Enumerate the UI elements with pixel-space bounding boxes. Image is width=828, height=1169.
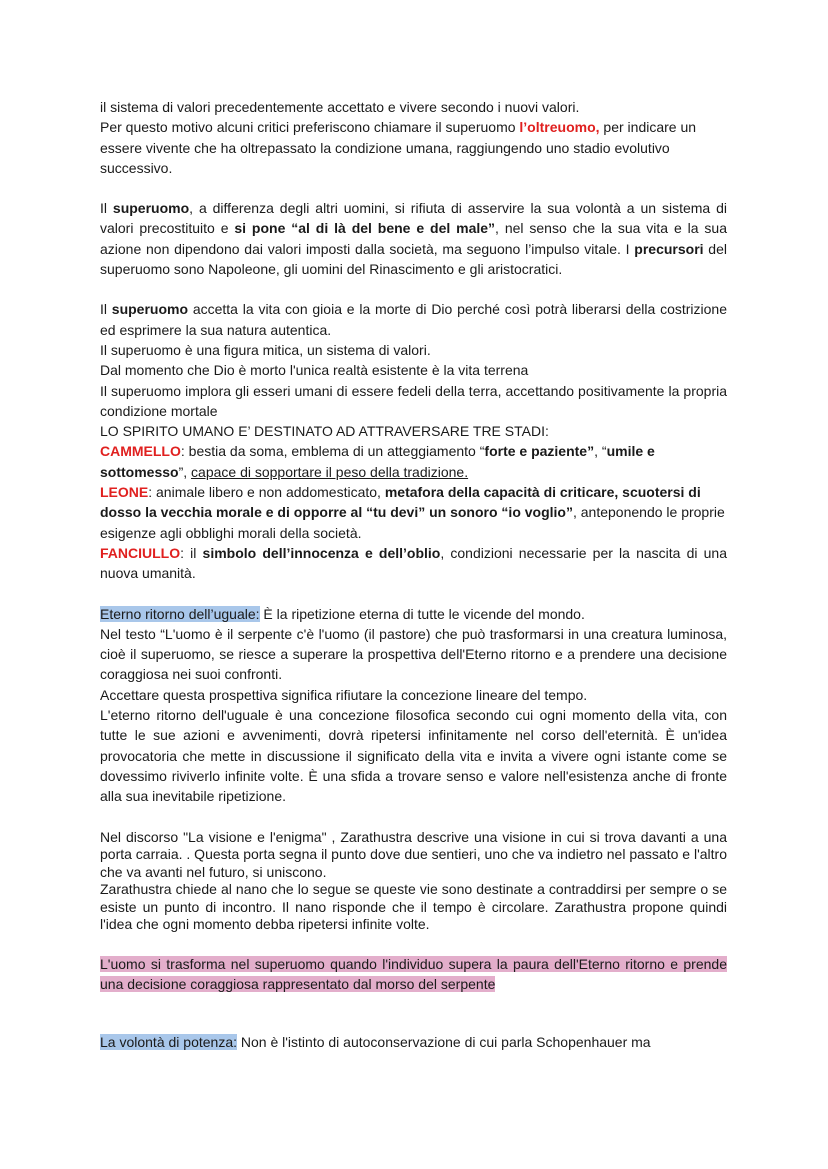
paragraph-visione-enigma: Nel discorso "La visione e l'enigma" , Zarathustra descrive una visione in cui si trova davanti a una porta carraia. . Questa porta segna il punto dove due sentieri, uno che va indietro nel passato e l'altro che va avanti nel futuro, si uniscono. — [100, 828, 727, 880]
highlight-conclusione: L'uomo si trasforma nel superuomo quando l'individuo supera la paura dell'Eterno ritorno e prende una decisione coraggiosa rappresentato dal morso del serpente — [100, 955, 727, 992]
document-page — [100, 97, 727, 1052]
paragraph-oltreuomo: il sistema di valori precedentemente accettato e vivere secondo i nuovi valori. Per questo motivo alcuni critici preferiscono chiamare il superuomo l’oltreuomo, per indicare un essere vivente che ha oltrepassato la condizione umana, raggiungendo uno stadio evolutivo successivo. — [100, 99, 697, 176]
stadio-cammello: CAMMELLO: bestia da soma, emblema di un atteggiamento “forte e paziente”, “umile e sottomesso”, capace di sopportare il peso della tradizione. — [100, 443, 655, 480]
heading-eterno-ritorno: Eterno ritorno dell’uguale: — [100, 605, 260, 622]
paragraph-conclusione — [100, 954, 727, 995]
stadio-leone: LEONE: animale libero e non addomesticato, metafora della capacità di criticare, scuotersi di dosso la vecchia morale e di opporre al “tu devi” un sonoro “io voglio”, anteponendo le proprie esigenze agli obblighi morali della società. — [100, 484, 725, 541]
paragraph-uomo-serpente: Nel testo “L'uomo è il serpente c'è l'uomo (il pastore) che può trasformarsi in una creatura luminosa, cioè il superuomo, se riesce a superare la prospettiva dell'Eterno ritorno e a prendere una decisione coraggiosa nei suoi confronti. — [100, 625, 727, 683]
term-oltreuomo: l’oltreuomo, — [519, 119, 600, 136]
paragraph-concezione-filosofica: L'eterno ritorno dell'uguale è una concezione filosofica secondo cui ogni momento della vita, con tutte le sue azioni e avvenimenti, dovrà ripetersi infinitamente nel corso dell'eternità. È un'idea provocatoria che mette in discussione il significato della vita e invita a vivere ogni istante come se dovessimo riviverlo infinite volte. È una sfida a trovare senso e valore nell'esistenza anche di fronte alla sua inevitabile ripetizione. — [100, 707, 727, 805]
line-concezione-lineare: Accettare questa prospettiva significa rifiutare la concezione lineare del tempo. — [100, 686, 588, 703]
paragraph-superuomo-definizione: Il superuomo, a differenza degli altri uomini, si rifiuta di asservire la sua volontà a un sistema di valori precostituito e si pone “al di là del bene e del male”, nel senso che la sua vita e la sua azione non dipendono dai valori imposti dalla società, ma seguono l’impulso vitale. I precursori del superuomo sono Napoleone, gli uomini del Rinascimento e gli aristocratici. — [100, 200, 728, 278]
stadio-fanciullo: FANCIULLO: il simbolo dell’innocenza e dell’oblio, condizioni necessarie per la nascita di una nuova umanità. — [100, 544, 728, 582]
heading-tre-stadi: LO SPIRITO UMANO E’ DESTINATO AD ATTRAVERSARE TRE STADI: — [100, 423, 549, 440]
line-vita-terrena: Dal momento che Dio è morto l'unica realtà esistente è la vita terrena — [100, 362, 529, 379]
paragraph-eterno-ritorno: Eterno ritorno dell’uguale: È la ripetizione eterna di tutte le vicende del mondo. — [100, 605, 585, 622]
heading-volonta-potenza: La volontà di potenza: — [100, 1034, 237, 1051]
paragraph-volonta-potenza: La volontà di potenza: Non è l'istinto di autoconservazione di cui parla Schopenhauer ma — [100, 1034, 651, 1051]
paragraph-zarathustra-nano: Zarathustra chiede al nano che lo segue se queste vie sono destinate a contraddirsi per sempre o se esiste un punto di incontro. Il nano risponde che il tempo è circolare. Zarathustra propone quindi l'idea che ogni momento debba ripetersi infinite volte. — [100, 881, 727, 932]
paragraph-superuomo-vita: Il superuomo accetta la vita con gioia e la morte di Dio perché così potrà liberarsi della costrizione ed esprimere la sua natura autentica. — [100, 301, 727, 338]
line-fedeli-terra: Il superuomo implora gli esseri umani di essere fedeli della terra, accettando positivamente la propria condizione mortale — [100, 382, 727, 419]
line-figura-mitica: Il superuomo è una figura mitica, un sistema di valori. — [100, 341, 431, 358]
